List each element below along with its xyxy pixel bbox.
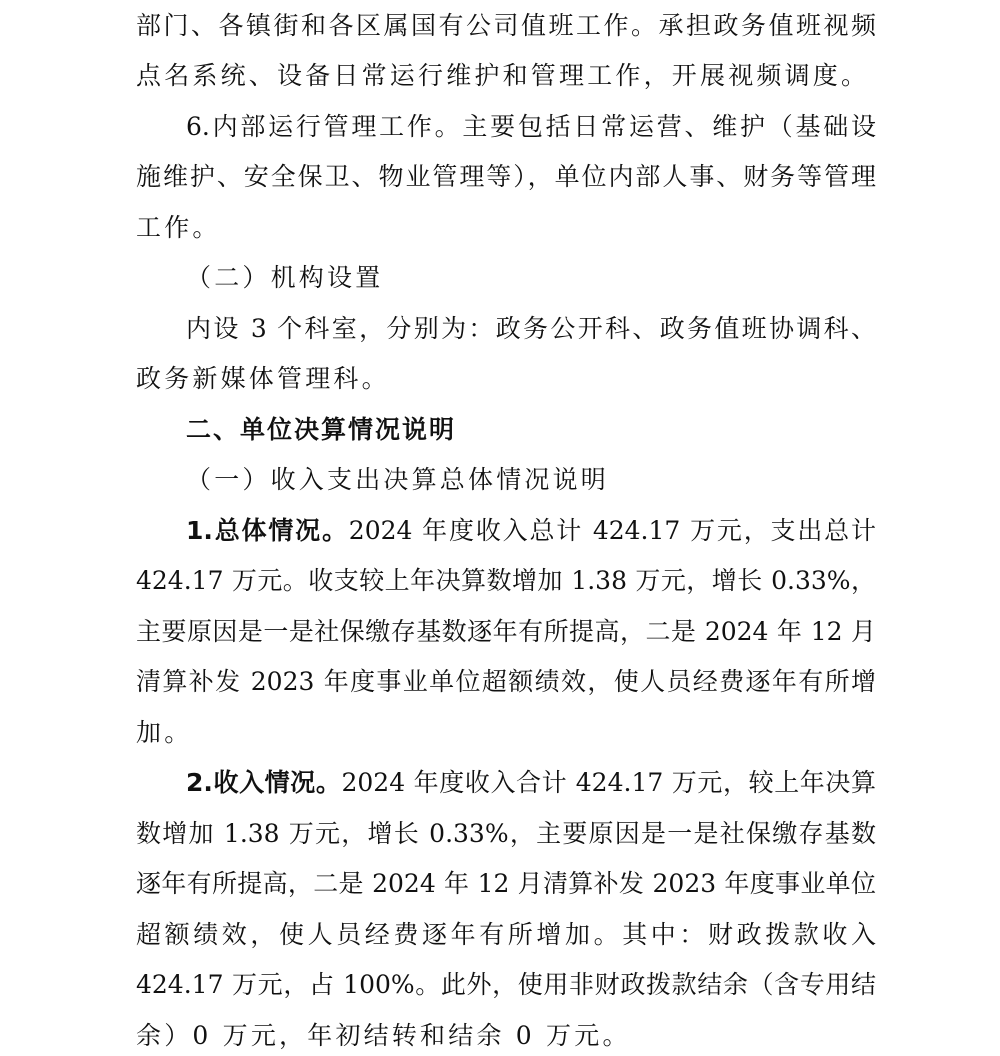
paragraph-line: 点名系统、设备日常运行维护和管理工作，开展视频调度。 [136, 61, 870, 90]
paragraph-line: 工作。 [136, 213, 221, 242]
paragraph-line: 施维护、安全保卫、物业管理等），单位内部人事、财务等管理 [136, 162, 876, 191]
paragraph-line: 加。 [136, 718, 193, 747]
paragraph-line: 424.17 万元。收支较上年决算数增加 1.38 万元，增长 0.33%， [136, 566, 876, 595]
paragraph-lead-bold: 2.收入情况。 [186, 768, 342, 797]
paragraph-line: 清算补发 2023 年度事业单位超额绩效，使人员经费逐年有所增 [136, 667, 876, 696]
section-subheading: （二）机构设置 [186, 263, 384, 292]
paragraph-line: 超额绩效，使人员经费逐年有所增加。其中：财政拨款收入 [136, 920, 876, 949]
paragraph-line: 逐年有所提高，二是 2024 年 12 月清算补发 2023 年度事业单位 [136, 869, 876, 898]
paragraph-line: 数增加 1.38 万元，增长 0.33%，主要原因是一是社保缴存基数 [136, 819, 876, 848]
paragraph-line [186, 763, 876, 803]
paragraph-line: 424.17 万元，占 100%。此外，使用非财政拨款结余（含专用结 [136, 970, 876, 999]
paragraph-line-text: 2024 年度收入总计 424.17 万元，支出总计 [348, 516, 876, 545]
paragraph-line: 主要原因是一是社保缴存基数逐年有所提高，二是 2024 年 12 月 [136, 617, 876, 646]
paragraph-line: 部门、各镇街和各区属国有公司值班工作。承担政务值班视频 [136, 11, 876, 40]
paragraph-lead-bold: 1.总体情况。 [186, 516, 349, 545]
paragraph-line: 余）0 万元，年初结转和结余 0 万元。 [136, 1021, 631, 1050]
section-subheading: （一）收入支出决算总体情况说明 [186, 465, 610, 494]
section-heading: 二、单位决算情况说明 [186, 415, 457, 444]
paragraph-line: 6.内部运行管理工作。主要包括日常运营、维护（基础设 [186, 112, 876, 141]
paragraph-line [186, 511, 876, 551]
paragraph-line: 政务新媒体管理科。 [136, 364, 390, 393]
paragraph-line: 内设 3 个科室，分别为：政务公开科、政务值班协调科、 [186, 314, 876, 343]
paragraph-line-text: 2024 年度收入合计 424.17 万元，较上年决算 [341, 768, 876, 797]
